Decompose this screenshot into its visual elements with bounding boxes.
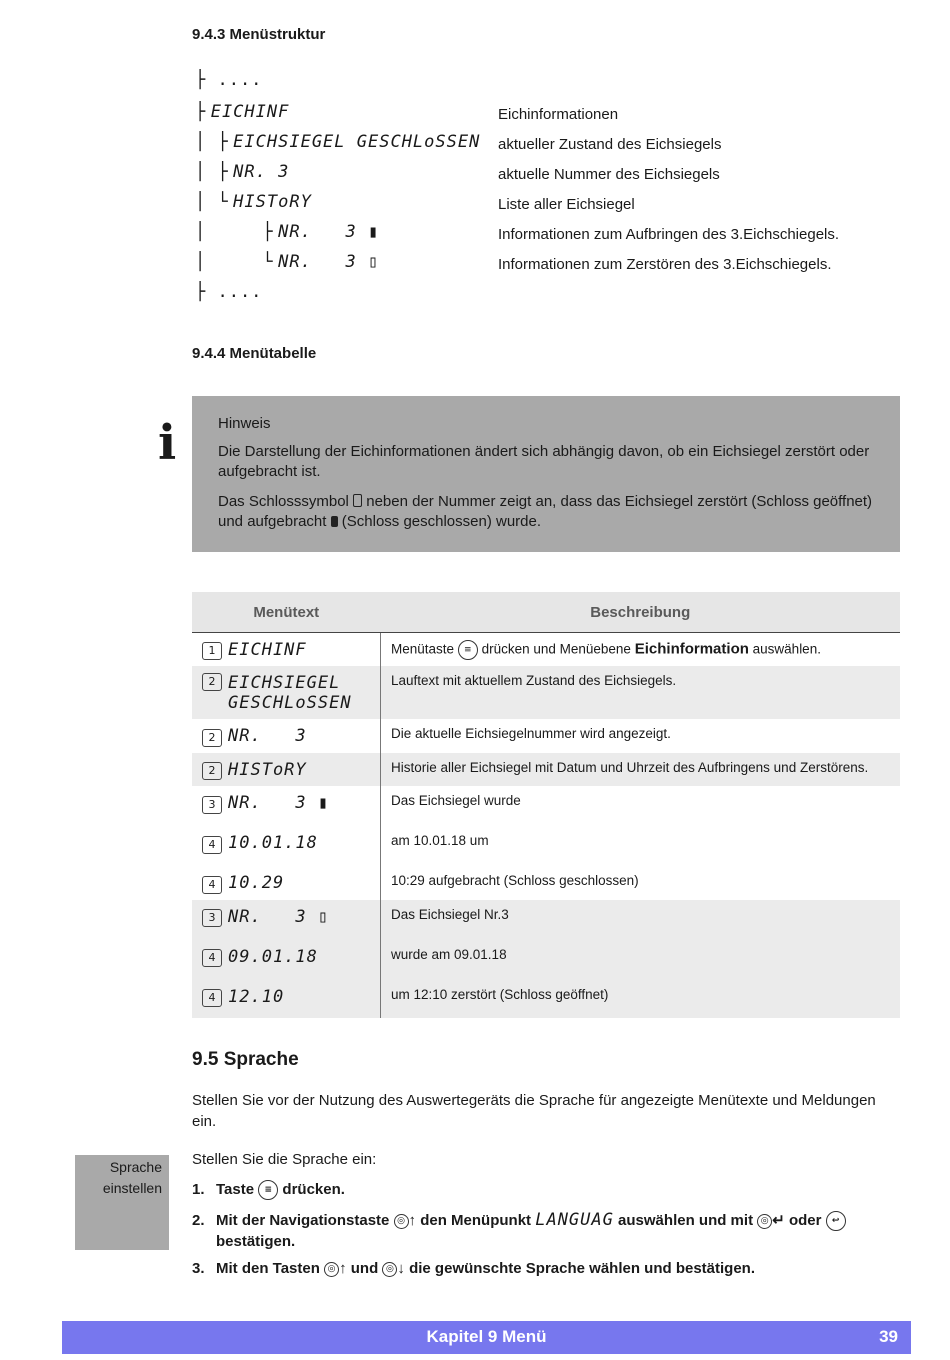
menu-level-icon: 3 (202, 909, 222, 927)
menu-level-icon: 3 (202, 796, 222, 814)
table-cell: um 12:10 zerstört (Schloss geöffnet) (381, 980, 901, 1018)
section-title-95: 9.5 Sprache (192, 1049, 299, 1070)
lcd-code: NR. 3 (228, 726, 307, 747)
menu-level-icon: 2 (202, 762, 222, 780)
menu-level-icon: 4 (202, 949, 222, 967)
menu-table (192, 592, 900, 1018)
header-menutext: Menütext (192, 592, 381, 633)
header-beschreibung: Beschreibung (381, 592, 901, 633)
tree-desc: Liste aller Eichsiegel (498, 196, 635, 213)
lcd-code: NR. 3 ▮ (278, 222, 380, 242)
table-row (192, 753, 900, 786)
table-cell: am 10.01.18 um (391, 833, 489, 849)
tree-row: │ ├ NR. 3 (195, 162, 290, 182)
lcd-code: NR. 3 (233, 162, 290, 182)
step-2: 2. Mit der Navigationstaste ◎ ↑ den Menüpunkt LANGUAG auswählen und mit ◎ ↵ oder ↩ bestätigen. (192, 1210, 902, 1252)
tree-row: │ ├ NR. 3 ▮ (195, 222, 380, 242)
section-title-943: 9.4.3 Menüstruktur (192, 26, 326, 43)
nav-right-icon: ◎ (757, 1214, 772, 1229)
table-row (192, 719, 900, 752)
table-row (192, 786, 900, 826)
menu-level-icon: 4 (202, 989, 222, 1007)
tree-row: ├ .... (195, 70, 263, 90)
table-row (192, 980, 900, 1018)
table-cell: Das Eichsiegel wurde (391, 793, 521, 809)
lcd-code: 09.01.18 (228, 946, 318, 967)
note-box (192, 396, 900, 552)
page-number: 39 (879, 1327, 898, 1346)
lcd-code: 10.29 (228, 873, 285, 894)
step-1: 1. Taste ≡ drücken. (192, 1180, 902, 1200)
lcd-code: HISToRY (228, 759, 307, 780)
table-row (192, 666, 900, 719)
tree-desc: aktueller Zustand des Eichsiegels (498, 136, 722, 153)
section-title-944: 9.4.4 Menütabelle (192, 345, 317, 362)
lcd-code: HISToRY (233, 192, 312, 212)
tree-row: ├ .... (195, 282, 263, 302)
tree-row: │ └ NR. 3 ▯ (195, 252, 380, 272)
menu-key-icon: ≡ (458, 640, 478, 660)
tree-desc: Eichinformationen (498, 106, 619, 123)
lcd-code: 12.10 (228, 986, 285, 1007)
menu-level-icon: 4 (202, 836, 222, 854)
lock-closed-icon (331, 516, 338, 527)
tree-desc: aktuelle Nummer des Eichsiegels (498, 166, 720, 183)
table-cell: Historie aller Eichsiegel mit Datum und Uhrzeit des Aufbringens und Zerstörens. (381, 753, 901, 786)
side-label: Sprache einstellen (75, 1155, 169, 1250)
table-cell: Lauftext mit aktuellem Zustand des Eichsiegels. (381, 666, 901, 719)
lcd-code: NR. 3 ▮ (228, 793, 330, 814)
table-row (192, 900, 900, 940)
tree-row: ├ EICHINF (195, 102, 290, 122)
nav-down-icon: ◎ (382, 1262, 397, 1277)
info-icon: i (158, 415, 177, 471)
lcd-code: 10.01.18 (228, 833, 318, 854)
tree-desc: Informationen zum Aufbringen des 3.Eichschiegels. (498, 226, 840, 243)
lcd-code: EICHINF (228, 640, 307, 660)
intro-text: Stellen Sie vor der Nutzung des Auswertegeräts die Sprache für angezeigte Menütexte und Meldungen ein. (192, 1092, 876, 1130)
note-text-2: Das Schlosssymbol neben der Nummer zeigt an, dass das Eichsiegel zerstört (Schloss geöffnet) und aufgebracht (Schloss geschlossen) wurde. (218, 493, 873, 530)
menu-level-icon: 2 (202, 729, 222, 747)
table-cell: Die aktuelle Eichsiegelnummer wird angezeigt. (391, 726, 671, 742)
tree-row: │ └ HISToRY (195, 192, 312, 212)
footer-chapter: Kapitel 9 Menü (426, 1327, 547, 1346)
table-row (192, 866, 900, 899)
nav-up-icon: ◎ (394, 1214, 409, 1229)
table-cell: Das Eichsiegel Nr.3 (381, 900, 901, 940)
enter-icon: ↩ (826, 1211, 846, 1231)
table-row (192, 633, 900, 667)
note-text-1: Die Darstellung der Eichinformationen ändert sich abhängig davon, ob ein Eichsiegel zerstört oder aufgebracht ist. (218, 443, 870, 480)
table-cell: Menütaste ≡ drücken und Menüebene Eichinformation auswählen. (381, 633, 901, 667)
menu-level-icon: 4 (202, 876, 222, 894)
lcd-code: EICHSIEGEL GESCHLoSSEN (233, 132, 481, 152)
table-row (192, 940, 900, 980)
step-3: 3. Mit den Tasten ◎ ↑ und ◎ ↓ die gewünschte Sprache wählen und bestätigen. (192, 1260, 755, 1277)
nav-up-icon: ◎ (324, 1262, 339, 1277)
table-cell: 10:29 aufgebracht (Schloss geschlossen) (391, 873, 639, 889)
lcd-code: NR. 3 ▯ (228, 906, 330, 927)
footer-bar (62, 1321, 911, 1354)
lead-text: Stellen Sie die Sprache ein: (192, 1151, 377, 1168)
lcd-code: EICHINF (210, 102, 290, 122)
menu-level-icon: 2 (202, 673, 222, 691)
tree-row: │ ├ EICHSIEGEL GESCHLoSSEN (195, 132, 481, 152)
lock-open-icon (353, 494, 362, 507)
table-cell: wurde am 09.01.18 (381, 940, 901, 980)
lcd-code: NR. 3 ▯ (278, 252, 380, 272)
lcd-code: LANGUAG (535, 1210, 614, 1230)
menu-level-icon: 1 (202, 642, 222, 660)
lcd-code: EICHSIEGEL GESCHLoSSEN (228, 673, 352, 714)
note-heading: Hinweis (218, 415, 271, 432)
table-row (192, 826, 900, 866)
menu-key-icon: ≡ (258, 1180, 278, 1200)
tree-desc: Informationen zum Zerstören des 3.Eichschiegels. (498, 256, 832, 273)
